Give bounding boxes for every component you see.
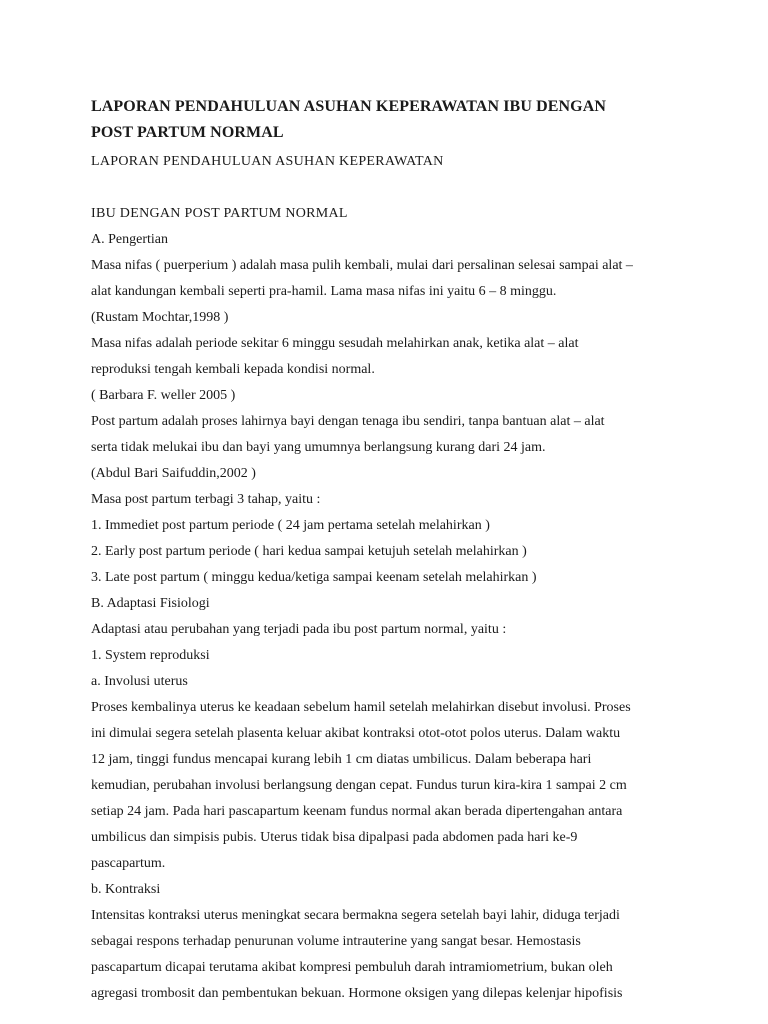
body-line: serta tidak melukai ibu dan bayi yang umumnya berlangsung kurang dari 24 jam. bbox=[91, 440, 546, 455]
title-line-2: POST PARTUM NORMAL bbox=[91, 124, 284, 141]
body-line: B. Adaptasi Fisiologi bbox=[91, 596, 210, 611]
body-line: umbilicus dan simpisis pubis. Uterus tidak bisa dipalpasi pada abdomen pada hari ke-9 bbox=[91, 830, 578, 845]
body-line: (Abdul Bari Saifuddin,2002 ) bbox=[91, 466, 256, 481]
body-line: Post partum adalah proses lahirnya bayi dengan tenaga ibu sendiri, tanpa bantuan alat – alat bbox=[91, 414, 605, 429]
document-subtitle: LAPORAN PENDAHULUAN ASUHAN KEPERAWATAN bbox=[91, 154, 444, 169]
body-line: Masa post partum terbagi 3 tahap, yaitu : bbox=[91, 492, 321, 507]
document-page bbox=[91, 92, 691, 1007]
body-line: Adaptasi atau perubahan yang terjadi pada ibu post partum normal, yaitu : bbox=[91, 622, 507, 637]
body-line: A. Pengertian bbox=[91, 232, 168, 247]
body-line: sebagai respons terhadap penurunan volume intrauterine yang sangat besar. Hemostasis bbox=[91, 934, 581, 949]
body-line: ini dimulai segera setelah plasenta keluar akibat kontraksi otot-otot polos uterus. Dalam waktu bbox=[91, 726, 621, 741]
body-line: agregasi trombosit dan pembentukan bekuan. Hormone oksigen yang dilepas kelenjar hipofisis bbox=[91, 986, 623, 1001]
body-line: Masa nifas ( puerperium ) adalah masa pulih kembali, mulai dari persalinan selesai sampai alat – bbox=[91, 258, 633, 273]
body-line: Intensitas kontraksi uterus meningkat secara bermakna segera setelah bayi lahir, diduga terjadi bbox=[91, 908, 620, 923]
body-line: alat kandungan kembali seperti pra-hamil. Lama masa nifas ini yaitu 6 – 8 minggu. bbox=[91, 284, 557, 299]
body-line: 1. System reproduksi bbox=[91, 648, 210, 663]
body-line: b. Kontraksi bbox=[91, 882, 161, 897]
body-line: 12 jam, tinggi fundus mencapai kurang lebih 1 cm diatas umbilicus. Dalam beberapa hari bbox=[91, 752, 592, 767]
body-line: a. Involusi uterus bbox=[91, 674, 188, 689]
body-line: IBU DENGAN POST PARTUM NORMAL bbox=[91, 206, 348, 221]
document-body bbox=[91, 201, 691, 1007]
body-line: pascapartum dicapai terutama akibat kompresi pembuluh darah intramiometrium, bukan oleh bbox=[91, 960, 613, 975]
body-line: 1. Immediet post partum periode ( 24 jam pertama setelah melahirkan ) bbox=[91, 518, 490, 533]
body-line: pascapartum. bbox=[91, 856, 166, 871]
body-line: Masa nifas adalah periode sekitar 6 minggu sesudah melahirkan anak, ketika alat – alat bbox=[91, 336, 579, 351]
body-line: 3. Late post partum ( minggu kedua/ketiga sampai keenam setelah melahirkan ) bbox=[91, 570, 537, 585]
body-line: 2. Early post partum periode ( hari kedua sampai ketujuh setelah melahirkan ) bbox=[91, 544, 527, 559]
body-line: reproduksi tengah kembali kepada kondisi normal. bbox=[91, 362, 375, 377]
body-line: ( Barbara F. weller 2005 ) bbox=[91, 388, 236, 403]
title-line-1: LAPORAN PENDAHULUAN ASUHAN KEPERAWATAN IBU DENGAN bbox=[91, 98, 607, 115]
body-line: setiap 24 jam. Pada hari pascapartum keenam fundus normal akan berada dipertengahan antara bbox=[91, 804, 623, 819]
body-line: kemudian, perubahan involusi berlangsung dengan cepat. Fundus turun kira-kira 1 sampai 2 cm bbox=[91, 778, 627, 793]
body-line: Proses kembalinya uterus ke keadaan sebelum hamil setelah melahirkan disebut involusi. Proses bbox=[91, 700, 631, 715]
body-line: (Rustam Mochtar,1998 ) bbox=[91, 310, 229, 325]
document-title bbox=[91, 92, 691, 144]
